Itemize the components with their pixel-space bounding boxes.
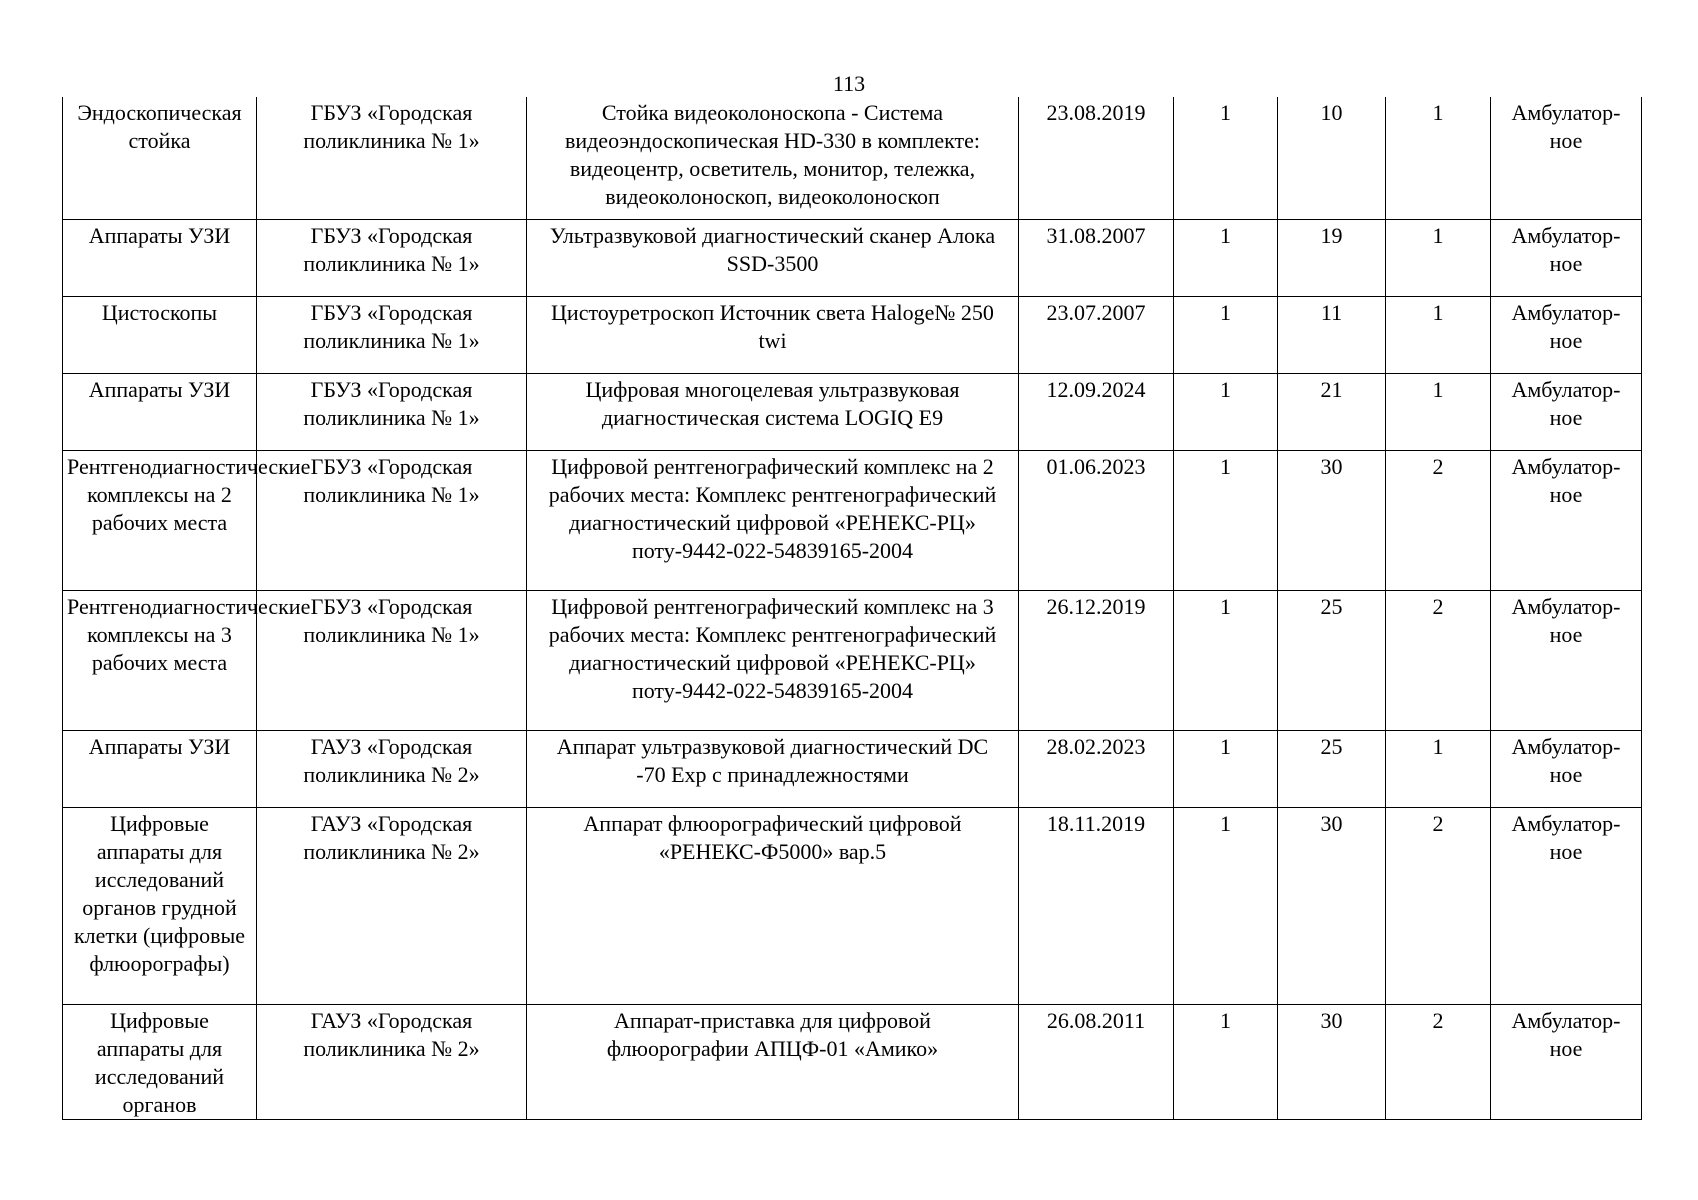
count-cell: 1 bbox=[1174, 97, 1278, 219]
years-cell: 25 bbox=[1278, 590, 1386, 730]
years-cell: 10 bbox=[1278, 97, 1386, 219]
count-cell: 1 bbox=[1174, 219, 1278, 296]
care-form-cell: Амбулатор-ное bbox=[1491, 1004, 1642, 1119]
shift-cell: 1 bbox=[1386, 730, 1491, 807]
organization-cell: ГБУЗ «Городская поликлиника № 1» bbox=[257, 450, 527, 590]
table-row bbox=[63, 97, 1642, 219]
care-form-cell: Амбулатор-ное bbox=[1491, 807, 1642, 1004]
date-cell: 26.08.2011 bbox=[1019, 1004, 1174, 1119]
device-name-cell: Цистоуретроскоп Источник света Haloge№ 250 twi bbox=[527, 296, 1019, 373]
count-cell: 1 bbox=[1174, 730, 1278, 807]
care-form-cell: Амбулатор-ное bbox=[1491, 219, 1642, 296]
device-name-cell: Аппарат ультразвуковой диагностический DC -70 Exp с принадлежностями bbox=[527, 730, 1019, 807]
count-cell: 1 bbox=[1174, 590, 1278, 730]
device-name-cell: Цифровая многоцелевая ультразвуковая диагностическая система LOGIQ E9 bbox=[527, 373, 1019, 450]
years-cell: 11 bbox=[1278, 296, 1386, 373]
table-row bbox=[63, 590, 1642, 730]
equipment-type-cell: Цистоскопы bbox=[63, 296, 257, 373]
years-cell: 30 bbox=[1278, 1004, 1386, 1119]
device-name-cell: Цифровой рентгенографический комплекс на 2 рабочих места: Комплекс рентгенографический диагностический цифровой «РЕНЕКС-РЦ» поту-9442-022-54839165-2004 bbox=[527, 450, 1019, 590]
table-row bbox=[63, 450, 1642, 590]
organization-cell: ГАУЗ «Городская поликлиника № 2» bbox=[257, 1004, 527, 1119]
date-cell: 18.11.2019 bbox=[1019, 807, 1174, 1004]
shift-cell: 1 bbox=[1386, 219, 1491, 296]
date-cell: 12.09.2024 bbox=[1019, 373, 1174, 450]
table-row bbox=[63, 1004, 1642, 1119]
years-cell: 25 bbox=[1278, 730, 1386, 807]
shift-cell: 2 bbox=[1386, 450, 1491, 590]
equipment-type-cell: Цифровые аппараты для исследований органов грудной клетки (цифровые флюорографы) bbox=[63, 807, 257, 1004]
equipment-table bbox=[62, 97, 1642, 1120]
equipment-type-cell: Рентгенодиагностические комплексы на 3 рабочих места bbox=[63, 590, 257, 730]
equipment-type-cell: Рентгенодиагностические комплексы на 2 рабочих места bbox=[63, 450, 257, 590]
organization-cell: ГБУЗ «Городская поликлиника № 1» bbox=[257, 97, 527, 219]
years-cell: 30 bbox=[1278, 807, 1386, 1004]
shift-cell: 1 bbox=[1386, 296, 1491, 373]
equipment-table-body bbox=[63, 97, 1642, 1119]
device-name-cell: Стойка видеоколоноскопа - Система видеоэндоскопическая HD-330 в комплекте: видеоцентр, осветитель, монитор, тележка, видеоколоноскоп, видеоколоноскоп bbox=[527, 97, 1019, 219]
care-form-cell: Амбулатор-ное bbox=[1491, 450, 1642, 590]
organization-cell: ГАУЗ «Городская поликлиника № 2» bbox=[257, 730, 527, 807]
date-cell: 23.07.2007 bbox=[1019, 296, 1174, 373]
organization-cell: ГБУЗ «Городская поликлиника № 1» bbox=[257, 219, 527, 296]
count-cell: 1 bbox=[1174, 807, 1278, 1004]
care-form-cell: Амбулатор-ное bbox=[1491, 590, 1642, 730]
shift-cell: 1 bbox=[1386, 373, 1491, 450]
organization-cell: ГБУЗ «Городская поликлиника № 1» bbox=[257, 590, 527, 730]
page-number: 113 bbox=[832, 71, 866, 96]
count-cell: 1 bbox=[1174, 373, 1278, 450]
care-form-cell: Амбулатор-ное bbox=[1491, 373, 1642, 450]
date-cell: 28.02.2023 bbox=[1019, 730, 1174, 807]
years-cell: 21 bbox=[1278, 373, 1386, 450]
shift-cell: 2 bbox=[1386, 590, 1491, 730]
device-name-cell: Аппарат флюорографический цифровой «РЕНЕКС-Ф5000» вар.5 bbox=[527, 807, 1019, 1004]
date-cell: 01.06.2023 bbox=[1019, 450, 1174, 590]
table-row bbox=[63, 730, 1642, 807]
shift-cell: 2 bbox=[1386, 807, 1491, 1004]
device-name-cell: Аппарат-приставка для цифровой флюорографии АПЦФ-01 «Амико» bbox=[527, 1004, 1019, 1119]
table-row bbox=[63, 807, 1642, 1004]
equipment-type-cell: Аппараты УЗИ bbox=[63, 730, 257, 807]
organization-cell: ГАУЗ «Городская поликлиника № 2» bbox=[257, 807, 527, 1004]
equipment-type-cell: Цифровые аппараты для исследований органов bbox=[63, 1004, 257, 1119]
date-cell: 31.08.2007 bbox=[1019, 219, 1174, 296]
device-name-cell: Ультразвуковой диагностический сканер Алока SSD-3500 bbox=[527, 219, 1019, 296]
equipment-type-cell: Аппараты УЗИ bbox=[63, 219, 257, 296]
equipment-type-cell: Эндоскопическая стойка bbox=[63, 97, 257, 219]
count-cell: 1 bbox=[1174, 450, 1278, 590]
shift-cell: 2 bbox=[1386, 1004, 1491, 1119]
years-cell: 19 bbox=[1278, 219, 1386, 296]
date-cell: 26.12.2019 bbox=[1019, 590, 1174, 730]
count-cell: 1 bbox=[1174, 1004, 1278, 1119]
organization-cell: ГБУЗ «Городская поликлиника № 1» bbox=[257, 373, 527, 450]
table-row bbox=[63, 373, 1642, 450]
care-form-cell: Амбулатор-ное bbox=[1491, 97, 1642, 219]
shift-cell: 1 bbox=[1386, 97, 1491, 219]
equipment-type-cell: Аппараты УЗИ bbox=[63, 373, 257, 450]
care-form-cell: Амбулатор-ное bbox=[1491, 296, 1642, 373]
organization-cell: ГБУЗ «Городская поликлиника № 1» bbox=[257, 296, 527, 373]
device-name-cell: Цифровой рентгенографический комплекс на 3 рабочих места: Комплекс рентгенографический диагностический цифровой «РЕНЕКС-РЦ» поту-9442-022-54839165-2004 bbox=[527, 590, 1019, 730]
count-cell: 1 bbox=[1174, 296, 1278, 373]
table-row bbox=[63, 219, 1642, 296]
table-row bbox=[63, 296, 1642, 373]
date-cell: 23.08.2019 bbox=[1019, 97, 1174, 219]
care-form-cell: Амбулатор-ное bbox=[1491, 730, 1642, 807]
years-cell: 30 bbox=[1278, 450, 1386, 590]
